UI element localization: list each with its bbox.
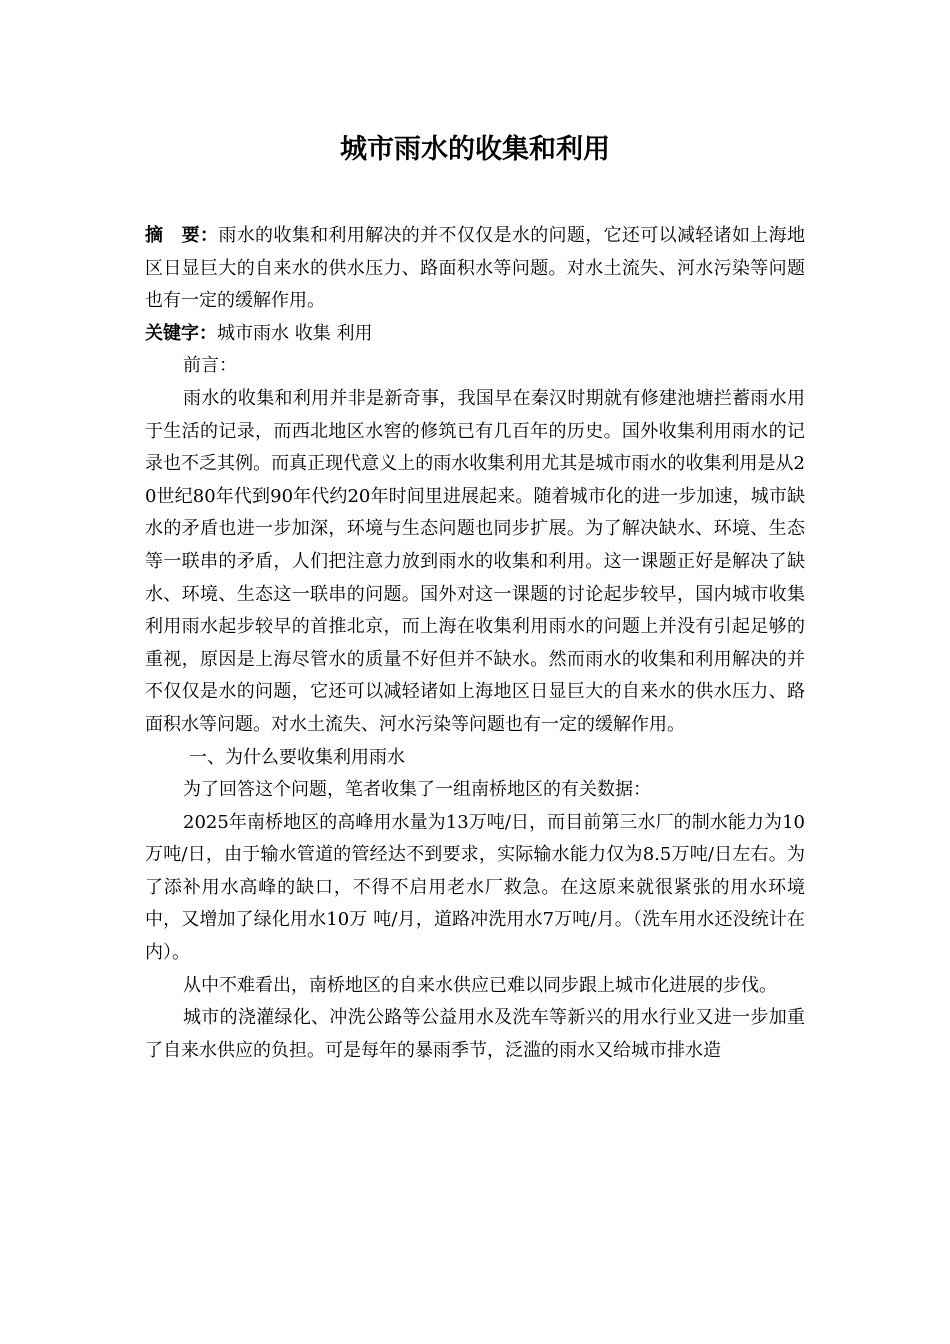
paragraph-4: 从中不难看出，南桥地区的自来水供应已难以同步跟上城市化进展的步伐。 bbox=[183, 974, 777, 996]
keywords bbox=[145, 318, 805, 351]
document-body bbox=[145, 220, 805, 1067]
document-title: 城市雨水的收集和利用 bbox=[340, 134, 610, 165]
paragraph-1: 雨水的收集和利用并非是新奇事，我国早在秦汉时期就有修建池塘拦蓄雨水用于生活的记录，而西北地区水窖的修筑已有几百年的历史。国外收集利用雨水的记录也不乏其例。而真正现代意义上的雨水收集利用尤其是城市雨水的收集利用是从20世纪80年代到90年代约20年时间里进展起来。随着城市化的进一步加速，城市缺水的矛盾也进一步加深，环境与生态问题也同步扩展。为了解决缺水、环境、生态等一联串的矛盾，人们把注意力放到雨水的收集和利用。这一课题正好是解决了缺水、环境、生态这一联串的问题。国外对这一课题的讨论起步较早，国内城市收集利用雨水起步较早的首推北京，而上海在收集利用雨水的问题上并没有引起足够的重视，原因是上海尽管水的质量不好但并不缺水。然而雨水的收集和利用解决的并不仅仅是水的问题，它还可以减轻诸如上海地区日显巨大的自来水的供水压力、路面积水等问题。对水土流失、河水污染等问题也有一定的缓解作用。 bbox=[145, 387, 805, 735]
preface-heading: 前言： bbox=[183, 355, 237, 377]
section-1-heading: 一、为什么要收集利用雨水 bbox=[189, 746, 405, 768]
paragraph-3: 2025年南桥地区的高峰用水量为13万吨/日，而目前第三水厂的制水能力为10万吨/日，由于输水管道的管经达不到要求，实际输水能力仅为8.5万吨/日左右。为了添补用水高峰的缺口，不得不启用老水厂救急。在这原来就很紧张的用水环境中，又增加了绿化用水10万 吨/月，道路冲洗用水7万吨/月。（洗车用水还没统计在内）。 bbox=[145, 811, 805, 964]
keywords-label: 关键字： bbox=[145, 322, 217, 344]
abstract-text: 雨水的收集和利用解决的并不仅仅是水的问题，它还可以减轻诸如上海地区日显巨大的自来水的供水压力、路面积水等问题。对水土流失、河水污染等问题也有一定的缓解作用。 bbox=[145, 225, 806, 312]
keywords-text: 城市雨水 收集 利用 bbox=[217, 322, 373, 344]
paragraph-2: 为了回答这个问题，笔者收集了一组南桥地区的有关数据： bbox=[183, 779, 651, 801]
abstract bbox=[145, 220, 805, 318]
paragraph-5: 城市的浇灌绿化、冲洗公路等公益用水及洗车等新兴的用水行业又进一步加重了自来水供应的负担。可是每年的暴雨季节，泛滥的雨水又给城市排水造 bbox=[145, 1007, 805, 1061]
abstract-label: 摘 要： bbox=[145, 225, 219, 246]
